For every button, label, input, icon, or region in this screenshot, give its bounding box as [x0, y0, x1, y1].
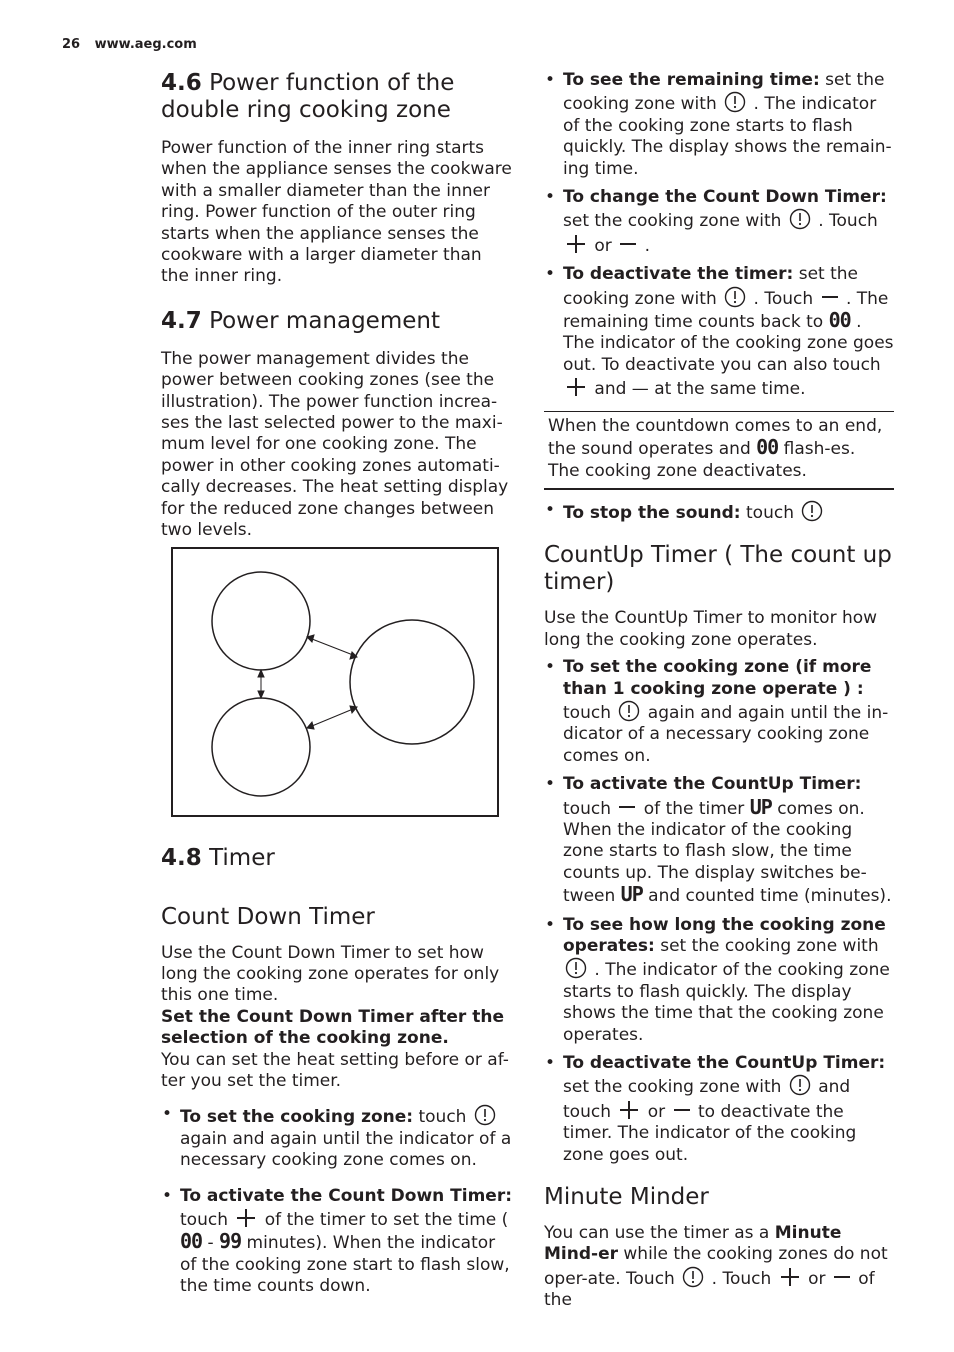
- timer-icon: [789, 208, 811, 230]
- minute-minder-body: You can use the timer as a Minute Mind-er while the cooking zones do not oper-ate. Touch . Touch or of the: [544, 1223, 888, 1311]
- countup-timer-heading: CountUp Timer ( The count up timer): [544, 542, 892, 596]
- page-header: [62, 37, 197, 52]
- timer-icon: [724, 286, 746, 308]
- list-item: • To activate the CountUp Timer: touch of the timer UP comes on. When the indicator of the cooking zone starts to flash slow, the time counts up. The display switches be-tween UP and counted time (minutes).: [544, 774, 894, 907]
- cooking-zone-circle-top: [212, 572, 310, 670]
- countdown-steps-continued: [544, 70, 894, 401]
- countdown-intro: Use the Count Down Timer to set how long the cooking zone operates for only this one time.: [161, 942, 500, 1006]
- list-item: • To activate the Count Down Timer: touch of the timer to set the time ( 00 - 99 minutes). When the indicator of the cooking zone start to flash slow, the time counts down.: [161, 1186, 513, 1298]
- cooking-zone-circle-large: [350, 620, 474, 744]
- countdown-note: You can set the heat setting before or af-ter you set the timer.: [161, 1049, 509, 1091]
- plus-icon: [235, 1207, 257, 1229]
- list-item: • To see how long the cooking zone operates: set the cooking zone with . The indicator of the cooking zone starts to flash quickly. The display shows the time that the cooking zone operates.: [544, 915, 894, 1046]
- display-nine-digits: 99: [219, 1229, 242, 1254]
- section-4-7-heading: 4.7 Power management: [161, 307, 440, 334]
- minus-icon: [619, 233, 637, 255]
- arrow-vertical: [258, 670, 264, 698]
- countup-steps: [544, 657, 894, 1166]
- display-zero-digits: 00: [756, 435, 779, 460]
- timer-icon: [565, 957, 587, 979]
- display-up-indicator: UP: [620, 882, 643, 907]
- list-item: • To deactivate the timer: set the cooking zone with . Touch . The remaining time counts back to 00 . The indicator of the cooking zone goes out. To deactivate you can also touch and — at the same time.: [544, 264, 894, 400]
- list-item: • To set the cooking zone: touch again and again until the indicator of a necessary cooking zone comes on.: [161, 1104, 513, 1171]
- minus-icon: [821, 286, 839, 308]
- plus-icon: [565, 376, 587, 398]
- minus-icon: [618, 796, 636, 818]
- power-management-diagram: [171, 547, 499, 817]
- timer-icon: [801, 500, 823, 522]
- timer-icon: [474, 1104, 496, 1126]
- arrow-lower-diagonal: [307, 706, 357, 729]
- minus-icon: [673, 1099, 691, 1121]
- section-4-8-heading: 4.8 Timer: [161, 844, 275, 871]
- section-4-7-body: The power management divides the power between cooking zones (see the illustration). The power function increa-ses the last selected power to the maxi-mum level for one cooking zone. The power in other cooking zones automati-cally decreases. The heat setting display for the reduced zone changes between two levels.: [161, 348, 509, 541]
- display-zero-digits: 00: [828, 308, 851, 333]
- plus-icon: [618, 1099, 640, 1121]
- list-item: • To see the remaining time: set the cooking zone with . The indicator of the cooking zone starts to flash quickly. The display shows the remain-ing time.: [544, 70, 894, 180]
- timer-icon: [789, 1074, 811, 1096]
- cooking-zone-circle-bottom: [212, 698, 310, 796]
- stop-sound-step: [544, 500, 894, 524]
- display-up-indicator: UP: [749, 794, 772, 819]
- left-column: [161, 70, 513, 1308]
- minute-minder-heading: Minute Minder: [544, 1184, 709, 1211]
- list-item: • To stop the sound: touch: [544, 500, 894, 524]
- cooking-zones-illustration: [173, 549, 497, 815]
- minus-icon: [833, 1266, 851, 1288]
- countup-intro: Use the CountUp Timer to monitor how long the cooking zone operates.: [544, 608, 878, 650]
- plus-icon: [779, 1266, 801, 1288]
- timer-icon: [682, 1266, 704, 1288]
- list-item: • To set the cooking zone (if more than 1 cooking zone operate ) : touch again and again until the in-dicator of a necessary cooking zone comes on.: [544, 657, 894, 767]
- website: www.aeg.com: [94, 37, 197, 52]
- count-down-timer-heading: Count Down Timer: [161, 903, 375, 930]
- plus-icon: [565, 233, 587, 255]
- page-number: 26: [62, 37, 81, 52]
- arrow-upper-diagonal: [307, 635, 357, 659]
- countdown-steps: [161, 1104, 513, 1297]
- timer-icon: [618, 700, 640, 722]
- display-zero-digits: 00: [180, 1229, 203, 1254]
- section-4-6-body: Power function of the inner ring starts when the appliance senses the cookware with a smaller diameter than the inner ring. Power function of the outer ring starts when the appliance senses the cookware with a larger diameter than the inner ring.: [161, 138, 512, 287]
- countdown-end-note: When the countdown comes to an end, the sound operates and 00 flash-es. The cooking zone deactivates.: [544, 411, 894, 490]
- list-item: • To change the Count Down Timer: set the cooking zone with . Touch or .: [544, 187, 894, 257]
- list-item: • To deactivate the CountUp Timer: set the cooking zone with and touch or to deactivate the timer. The indicator of the cooking zone goes out.: [544, 1053, 894, 1166]
- countdown-instruction: Set the Count Down Timer after the selection of the cooking zone.: [161, 1006, 504, 1049]
- right-column: [544, 70, 894, 1324]
- timer-icon: [724, 91, 746, 113]
- section-4-6-heading: 4.6 Power function of the double ring cooking zone: [161, 70, 455, 123]
